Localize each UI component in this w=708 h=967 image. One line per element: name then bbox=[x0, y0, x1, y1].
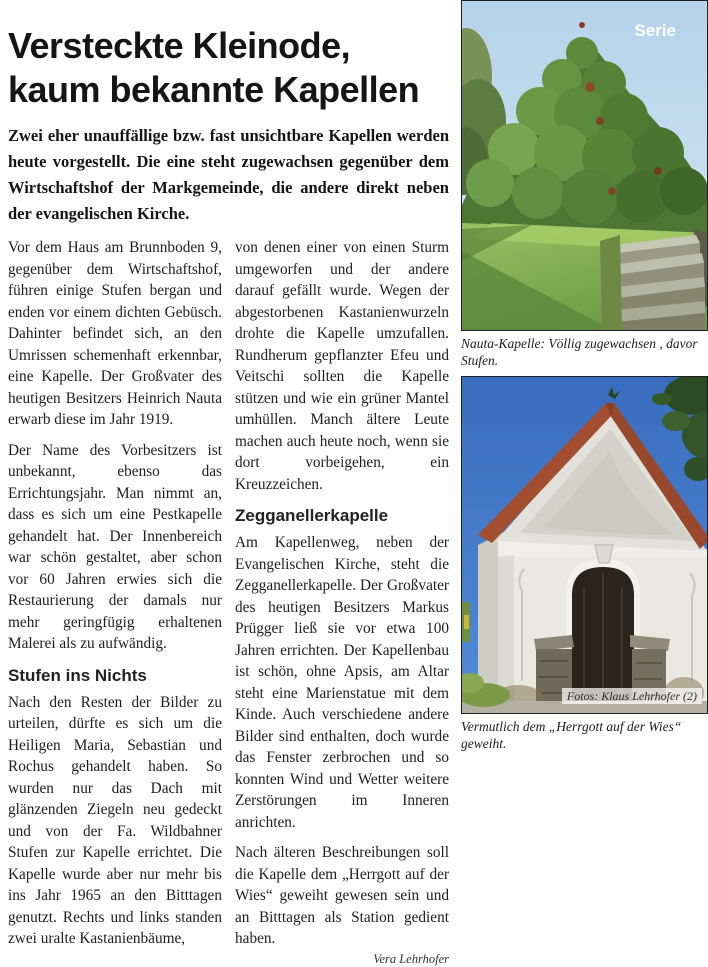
subhead-stufen-ins-nichts: Stufen ins Nichts bbox=[8, 665, 147, 685]
photo-nauta-kapelle bbox=[461, 0, 708, 331]
white-chapel-illustration bbox=[462, 377, 707, 713]
column-left bbox=[8, 237, 222, 967]
stone-steps bbox=[600, 229, 707, 330]
photo-rail bbox=[461, 0, 708, 752]
overgrown-chapel-illustration bbox=[462, 1, 707, 330]
headline-line-1: Versteckte Kleinode, bbox=[8, 25, 351, 66]
headline-line-2: kaum bekannte Kapellen bbox=[8, 69, 420, 110]
article bbox=[8, 0, 449, 967]
serie-badge: Serie bbox=[634, 21, 676, 40]
paragraph: Nach älteren Beschreibungen soll die Kapelle dem „Herrgott auf der Wies“ geweiht gewesen sein und an Bitttagen als Station gedient haben. bbox=[235, 844, 449, 947]
photo-credit: Fotos: Klaus Lehrhofer (2) bbox=[562, 688, 702, 704]
paragraph: Der Name des Vorbesitzers ist unbekannt, ebenso das Errichtungsjahr. Man nimmt an, dass es sich um eine Pestkapelle gehandelt hat. Der Innenbereich war schön gestaltet, aber schon vor 60 Jahren erwies sich die Restaurierung der damals nur mehr geringfügig erhaltenen Malerei als zu aufwändig. bbox=[8, 441, 222, 652]
paragraph: Vor dem Haus am Brunnboden 9, gegenüber dem Wirtschaftshof, führen einige Stufen bergan und enden vor einem dichten Gebüsch. Dahinter befindet sich, an den Umrissen schemenhaft erkennbar, eine Kapelle. Der Großvater des heutigen Besitzers Heinrich Nauta erwarb diese im Jahr 1919. bbox=[8, 239, 222, 428]
body-columns bbox=[8, 237, 449, 967]
subhead-zegganellerkapelle: Zegganellerkapelle bbox=[235, 506, 389, 525]
column-right bbox=[235, 237, 449, 967]
paragraph: von denen einer von einen Sturm umgeworfen und der andere darauf gefällt wurde. Wegen der abgestorbenen Kastanienwurzeln drohte die Kapelle umzufallen. Rundherum gepflanzter Efeu und Veitschi sollten die Kapelle stützen und wie ein grüner Mantel umhüllen. Manch ältere Leute machen auch heute noch, wenn sie dort vorbeigehen, ein Kreuzzeichen. bbox=[235, 239, 449, 493]
photo2-caption: Vermutlich dem „Herrgott auf der Wies“ geweiht. bbox=[461, 719, 682, 751]
paragraph: Nach den Resten der Bilder zu urteilen, dürfte es sich um die Heiligen Maria, Sebastian und Rochus gehandelt haben. So wurden nur das Dach mit glänzenden Ziegeln neu gedeckt und von der Fa. Wildbahner Stufen zur Kapelle errichtet. Die Kapelle wurde aber nur mehr bis ins Jahr 1965 an den Bitttagen genutzt. Rechts und links standen zwei uralte Kastanienbäume, bbox=[8, 693, 222, 947]
lede-paragraph: Zwei eher unauffällige bzw. fast unsichtbare Kapellen werden heute vorgestellt. Die eine steht zugewachsen gegenüber dem Wirtschaftshof der Markgemeinde, die andere direkt neben der evangelischen Kirche. bbox=[8, 126, 449, 223]
edge-vegetation bbox=[462, 602, 470, 642]
photo-zegganellerkapelle bbox=[461, 376, 708, 714]
author-byline: Vera Lehrhofer bbox=[373, 951, 449, 966]
photo1-caption: Nauta-Kapelle: Völlig zugewachsen , davor Stufen. bbox=[461, 336, 698, 368]
paragraph: Am Kapellenweg, neben der Evangelischen Kirche, steht die Zegganellerkapelle. Der Großvater des heutigen Besitzers Markus Prügger ließ sie vor etwa 100 Jahren errichten. Der Kapellenbau ist schön, ohne Apsis, am Altar steht eine Marienstatue mit dem Kinde. Auch verschiedene andere Bilder sind enthalten, doch wurde das Fenster zerbrochen und so konnten Wind und Wetter weitere Zerstörungen im Inneren anrichten. bbox=[235, 534, 449, 831]
page-title bbox=[8, 24, 449, 112]
